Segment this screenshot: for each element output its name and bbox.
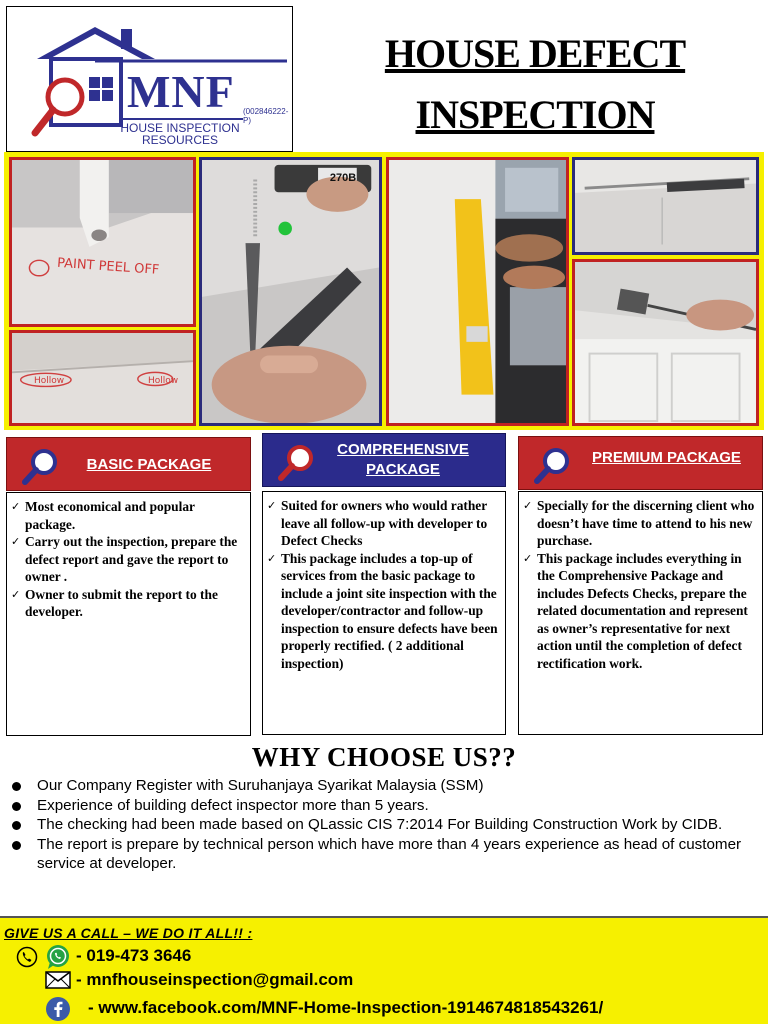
photo-ceiling-gauge <box>572 157 759 255</box>
list-item: The report is prepare by technical person which have more than 4 years experience as head of customer service at developer. <box>10 835 755 874</box>
page-title-line1: HOUSE DEFECT <box>384 31 686 76</box>
premium-package-header <box>518 436 763 490</box>
phone-icon <box>16 946 38 968</box>
photo-note-hollow-1: Hollow <box>34 376 65 386</box>
photo-spirit-level <box>386 157 569 426</box>
premium-package-item: ✓ This package includes everything in the Comprehensive Package and includes Defects Checks, prepare the related documentation and represent as owner’s representative for next action until the completion of defect rectification work. <box>523 550 756 673</box>
contact-heading: GIVE US A CALL – WE DO IT ALL!! : <box>4 925 253 941</box>
photo-paint-peel <box>9 157 196 327</box>
magnifier-icon <box>533 445 573 485</box>
comprehensive-package-body <box>262 491 506 735</box>
photo-note-hollow-2: Hollow <box>148 376 179 386</box>
list-item: Our Company Register with Suruhanjaya Syarikat Malaysia (SSM) <box>10 776 755 796</box>
why-choose-us-title: WHY CHOOSE US?? <box>251 742 517 772</box>
premium-package-item: ✓ Specially for the discerning client who doesn’t have time to attend to his new purchase. <box>523 497 756 550</box>
list-item: The checking had been made based on QLassic CIS 7:2014 For Building Construction Work by CIDB. <box>10 815 755 835</box>
contact-facebook[interactable]: - www.facebook.com/MNF-Home-Inspection-1914674818543261/ <box>88 998 604 1017</box>
basic-package-header <box>6 437 251 491</box>
photo-mirror-inspection <box>572 259 759 426</box>
premium-package-title: PREMIUM PACKAGE <box>592 449 741 466</box>
logo-subtitle-1: HOUSE INSPECTION <box>120 121 240 135</box>
contact-section <box>0 916 768 1024</box>
premium-package-body <box>518 491 763 735</box>
magnifier-icon <box>277 442 317 482</box>
basic-package-body <box>6 492 251 736</box>
basic-package-title: BASIC PACKAGE <box>86 456 212 473</box>
photo-gauge-measurement <box>199 157 382 426</box>
company-logo <box>6 6 293 152</box>
gauge-label: 270B <box>329 172 357 184</box>
logo-registration: (002846222-P) <box>243 107 289 125</box>
contact-email[interactable]: - mnfhouseinspection@gmail.com <box>76 970 354 989</box>
whatsapp-icon <box>44 944 72 970</box>
comprehensive-package-header <box>262 433 506 487</box>
page-title-line2: INSPECTION <box>415 92 655 137</box>
photo-collage <box>4 152 764 430</box>
basic-package-item: ✓ Carry out the inspection, prepare the defect report and gave the report to owner . <box>11 533 244 586</box>
facebook-icon <box>45 996 71 1022</box>
photo-note-paint-peel: PAINT PEEL OFF <box>56 255 160 278</box>
comprehensive-package-title-1: COMPREHENSIVE <box>337 441 469 458</box>
magnifier-icon <box>21 446 61 486</box>
comprehensive-package-item: ✓ Suited for owners who would rather leave all follow-up with developer to Defect Checks <box>267 497 499 550</box>
logo-subtitle-2: RESOURCES <box>141 133 218 147</box>
comprehensive-package-title-2: PACKAGE <box>366 461 440 478</box>
why-choose-us-list <box>10 776 755 874</box>
photo-hollow-tiles <box>9 330 196 426</box>
logo-brand-text: MNF <box>127 66 235 117</box>
email-icon <box>45 971 71 989</box>
contact-phone[interactable]: - 019-473 3646 <box>76 946 192 965</box>
list-item: Experience of building defect inspector more than 5 years. <box>10 796 755 816</box>
basic-package-item: ✓ Most economical and popular package. <box>11 498 244 533</box>
comprehensive-package-item: ✓ This package includes a top-up of services from the basic package to include a joint site inspection with the developer/contractor and follow-up inspection to ensure defects have been properly rectified. ( 2 additional inspection) <box>267 550 499 673</box>
basic-package-item: ✓ Owner to submit the report to the developer. <box>11 586 244 621</box>
